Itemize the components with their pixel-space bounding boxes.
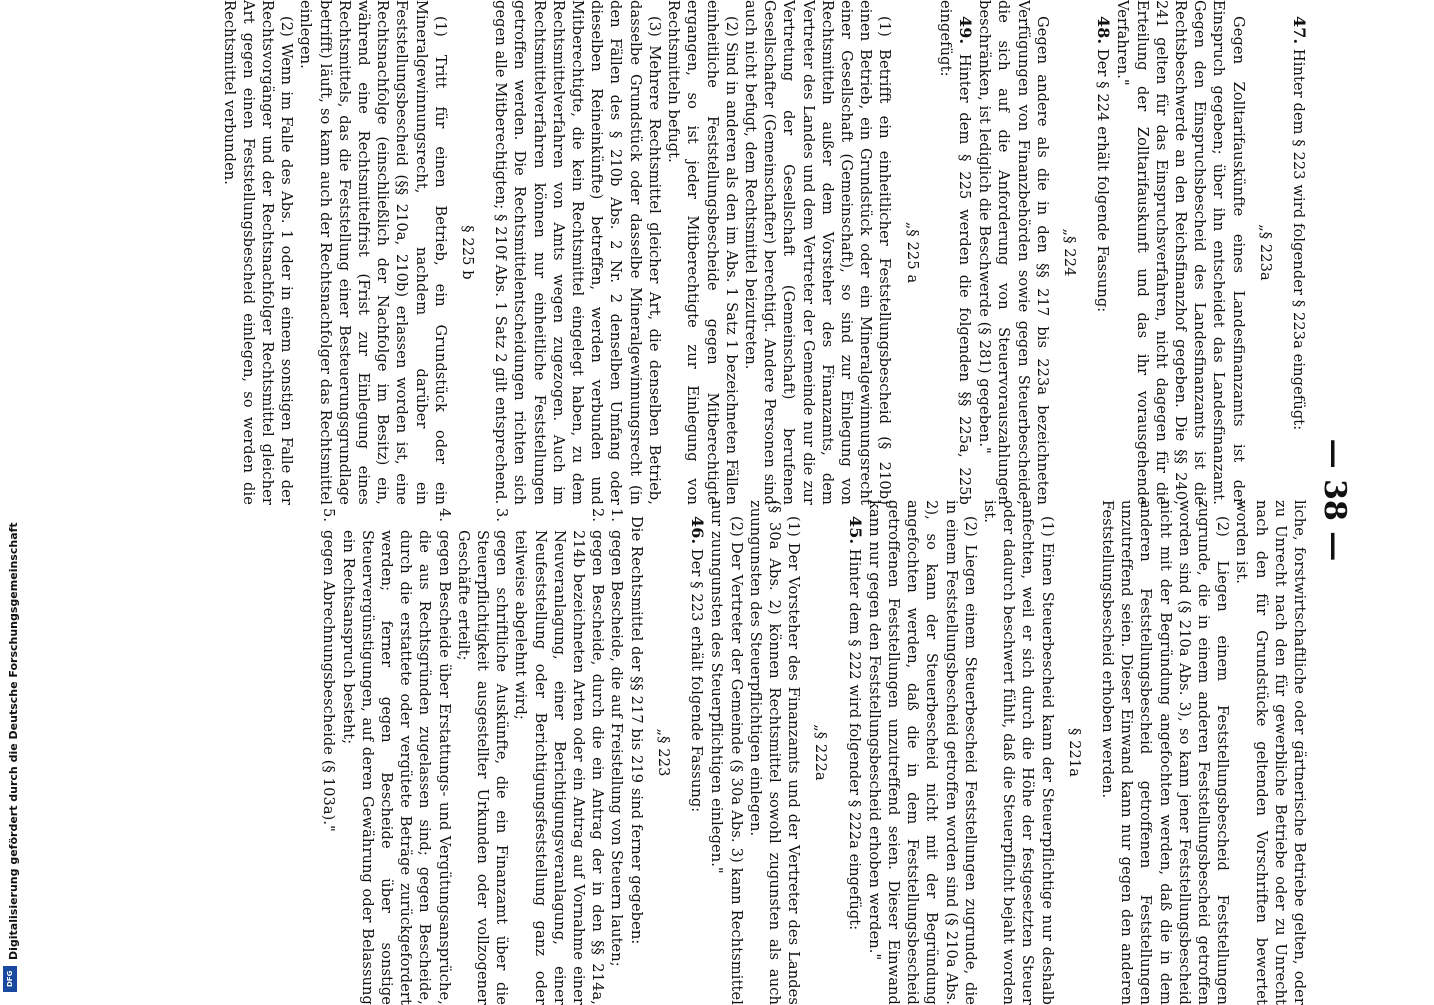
article-49 [936,0,975,505]
article-number: 49. [955,16,975,45]
section-heading: „§ 223a [1256,224,1274,281]
section-heading: „§ 223 [654,728,672,777]
paragraph: Gegen andere als die in den §§ 217 bis 223a bezeichneten Verfügungen von Finanzbehörden sowie gegen Steuerbescheide, die sich auf die Anforderung von Steuervorauszahlungen beschränken, ist lediglich die Beschwerde (§ 281) gegeben." [976,0,1051,505]
section-heading: § 225 b [459,225,477,280]
paragraph: (1) Der Vorsteher des Finanzamts und der Vertreter des Landes (§ 30a Abs. 2) können Rechtsmittel sowohl zugunsten als auch zuungunsten des Steuerpflichtigen einlegen. [746,500,803,1005]
article-48 [1093,0,1113,505]
list-text: gegen schriftliche Auskünfte, die ein Finanzamt über die Steuerpflichtigkeit ausgestellter Urkunden oder vollzogener Geschäfte erteilt; [454,530,511,1005]
article-number: 45. [845,516,865,545]
list-text: gegen Bescheide, die auf Freistellung von Steuern lauten; [608,530,626,967]
list-item [338,500,453,1005]
section-heading: „§ 222a [812,724,830,781]
list-number: 1. [608,508,626,523]
article-text: Der § 224 erhält folgende Fassung: [1094,48,1112,313]
dfg-notice: Digitalisierung gefördert durch die Deutsche Forschungsgemeinschaft [7,522,20,960]
list-item [607,500,626,1005]
paragraph: Gegen Zolltarifauskünfte eines Landesfinanzamts ist der Einspruch gegeben; über ihn entscheidet das Landesfinanzamt. Gegen den Einspruchsbescheid des Landesfinanzamts ist die Rechtsbeschwerde an den Reichsfinanzhof gegeben. Die §§ 240, 241 gelten für das Einspruchsverfahren, nicht dagegen für die Erteilung der Zolltarifauskunft und das ihr vorausgehende Verfahren." [1114,0,1247,505]
list-number: 3. [493,508,511,523]
section-heading: „§ 225 a [903,221,921,284]
article-number: 46. [688,516,708,545]
enumerated-list [319,500,626,1005]
dfg-logo: DFG [3,966,17,992]
article-text: Hinter dem § 225 werden die folgenden §§ 225a, 225b eingefügt: [936,0,973,505]
right-column [219,0,1309,505]
paragraph: (2) Wenn im Falle des Abs. 1 oder in einem sonstigen Falle der Rechtsvorgänger und der Rechtsnachfolger Rechtsmittel gleicher Art gegen einen Feststellungsbescheid einlegen, so werden die Rechtsmittel verbunden. [220,0,296,505]
article-text: Hinter dem § 222 wird folgender § 222a eingefügt: [845,548,863,931]
paragraph: (2) Der Vertreter der Gemeinde (§ 30a Abs. 3) kann Rechtsmittel nur zuungunsten des Steuerpflichtigen einlegen." [708,500,745,1005]
article-number: 47. [1290,16,1309,45]
list-number: 5. [320,508,338,523]
paragraph: (3) Mehrere Rechtsmittel gleicher Art, die denselben Betrieb, dasselbe Grundstück oder dasselbe Mineralgewinnungsrecht (in den Fällen des § 210b Abs. 2 Nr. 2 denselben Umfang oder dieselben Reineinkünfte) betreffen, werden verbunden und Mitberechtigte, die kein Rechtsmittel eingelegt haben, zu dem Rechtsmittelverfahren von Amts wegen zugezogen. Auch im Rechtsmittelverfahren können nur einheitliche Feststellungen getroffen werden. Die Rechtsmittelentscheidungen richten sich gegen alle Mitberechtigten; § 210f Abs. 1 Satz 2 gilt entsprechend. [492,0,663,505]
list-text: gegen Bescheide, durch die ein Antrag der in den §§ 214a, 214b bezeichneten Arten oder ein Antrag auf Vornahme einer Neuveranlagung, einer Berichtigungsveranlagung, einer Neufeststellung oder Berichtigungsfeststellung ganz oder teilweise abgelehnt wird; [512,530,607,1005]
list-item [511,500,607,1005]
article-45 [844,500,864,1005]
paragraph: (2) Sind in anderen als den im Abs. 1 Satz 1 bezeichneten Fällen einheitliche Feststellungsbescheide gegen Mitberechtigte ergangen, so ist jeder Mitberechtigte zur Einlegung von Rechtsmitteln befugt. [665,0,740,505]
list-item [319,500,338,1005]
article-text: Der § 223 erhält folgende Fassung: [688,548,706,813]
list-number: 2. [589,508,607,523]
section-heading: „§ 224 [1060,228,1078,277]
page-number: — 38 — [1317,438,1352,562]
list-item [454,500,512,1005]
section-heading: § 221a [1065,727,1083,778]
article-number: 48. [1094,16,1114,45]
paragraph: Die Rechtsmittel der §§ 217 bis 219 sind ferner gegeben: [627,516,645,945]
list-number: 4. [435,508,453,523]
paragraph: liche, forstwirtschaftliche oder gärtnerische Betriebe gelten, oder zu Unrecht nach den für gewerbliche Betriebe oder zu Unrecht nach den für Grundstücke geltenden Vorschriften bewertet worden ist. [1233,500,1308,1005]
article-text: Hinter dem § 223 wird folgender § 223a eingefügt: [1290,48,1307,431]
article-47 [1289,0,1309,505]
paragraph: (1) Betrifft ein einheitlicher Feststellungsbescheid (§ 210b) einen Betrieb, ein Grundstück oder ein Mineralgewinnungsrecht einer Gesellschaft (Gemeinschaft), so sind zur Einlegung von Rechtsmitteln außer dem Vorsteher des Finanzamts, dem Vertreter des Landes und dem Vertreter der Gemeinde nur die zur Vertretung der Gesellschaft (Gemeinschaft) berufenen Gesellschafter (Gemeinschafter) berechtigt. Andere Personen sind auch nicht befugt, dem Rechtsmittel beizutreten. [741,0,894,505]
article-46 [687,500,707,1005]
left-column [319,500,1309,1005]
paragraph: (1) Tritt für einen Betrieb, ein Grundstück oder ein Mineralgewinnungsrecht, nachdem darüber ein Feststellungsbescheid (§§ 210a, 210b) erlassen worden ist, eine Rechtsnachfolge (einschließlich der Nachfolge im Besitz) ein, während eine Rechtsmittelfrist (Frist zur Einlegung eines Rechtsmittels, das die Feststellung einer Besteuerungsgrundlage betrifft) läuft, so kann auch der Rechtsnachfolger das Rechtsmittel einlegen. [297,0,449,505]
paragraph: (2) Liegen einem Feststellungsbescheid Feststellungen zugrunde, die in einem anderen Feststellungsbescheid getroffen worden sind (§ 210a Abs. 3), so kann jener Feststellungsbescheid nicht mit der Begründung angefochten werden, daß die in dem anderen Feststellungsbescheid getroffenen Feststellungen unzutreffend seien. Dieser Einwand kann nur gegen den anderen Feststellungsbescheid erhoben werden. [1098,500,1232,1005]
dfg-notice-strip [0,0,28,1000]
list-text: gegen Abrechnungsbescheide (§ 103a)." [320,530,338,832]
list-text: gegen Bescheide über Erstattungs- und Vergütungsansprüche, die aus Rechtsgründen zugelassen sind; gegen Bescheide, durch die erstattete oder vergütete Beträge zurückgefordert werden; ferner gegen Bescheide über sonstige Steuervergünstigungen, auf deren Gewährung oder Belassung ein Rechtsanspruch besteht; [339,530,453,1005]
paragraph: (1) Einen Steuerbescheid kann der Steuerpflichtige nur deshalb anfechten, weil er sich durch die Höhe der festgesetzten Steuer oder dadurch beschwert fühlt, daß die Steuerpflicht bejaht worden ist. [980,500,1056,1005]
paragraph: (2) Liegen einem Steuerbescheid Feststellungen zugrunde, die in einem Feststellungsbescheid getroffen worden sind (§ 210a Abs. 2), so kann der Steuerbescheid nicht mit der Begründung angefochten werden, daß die in dem Feststellungsbescheid getroffenen Feststellungen unzutreffend seien. Dieser Einwand kann nur gegen den Feststellungsbescheid erhoben werden." [865,500,979,1005]
